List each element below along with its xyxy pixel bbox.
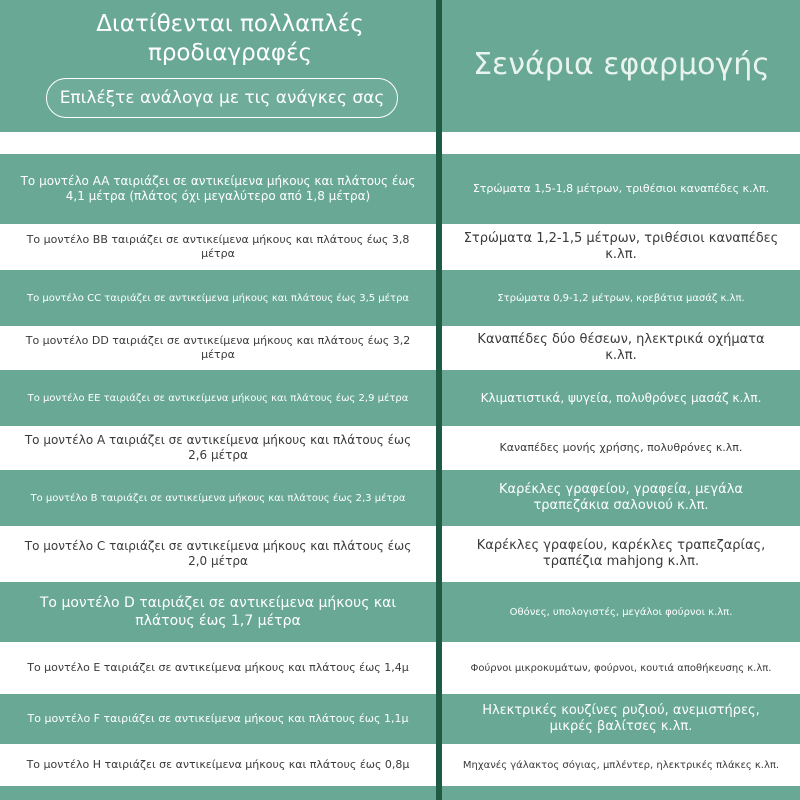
choose-by-needs-badge: Επιλέξτε ανάλογα με τις ανάγκες σας <box>46 78 398 118</box>
table-row <box>0 326 800 370</box>
table-row <box>0 270 800 326</box>
scenario-cell: Καρέκλες γραφείου, γραφεία, μεγάλα τραπεζάκια σαλονιού κ.λπ. <box>499 482 743 513</box>
scenario-cell: Κλιματιστικά, ψυγεία, πολυθρόνες μασάζ κ.λπ. <box>480 390 762 405</box>
table-row <box>0 470 800 526</box>
table-row <box>0 744 800 786</box>
model-cell: Το μοντέλο B ταιριάζει σε αντικείμενα μήκους και πλάτους έως 2,3 μέτρα <box>30 492 406 504</box>
model-cell: Το μοντέλο BB ταιριάζει σε αντικείμενα μήκους και πλάτους έως 3,8 μέτρα <box>26 233 410 260</box>
model-cell: Το μοντέλο A ταιριάζει σε αντικείμενα μήκους και πλάτους έως 2,6 μέτρα <box>24 433 412 462</box>
scenario-cell: Στρώματα 0,9-1,2 μέτρων, κρεβάτια μασάζ κ.λπ. <box>497 292 745 304</box>
scenario-cell: Φούρνοι μικροκυμάτων, φούρνοι, κουτιά αποθήκευσης κ.λπ. <box>470 662 772 674</box>
table-row <box>0 426 800 470</box>
table-row <box>0 224 800 270</box>
model-cell: Το μοντέλο EE ταιριάζει σε αντικείμενα μήκους και πλάτους έως 2,9 μέτρα <box>27 392 409 404</box>
scenario-cell: Καναπέδες δύο θέσεων, ηλεκτρικά οχήματα κ.λπ. <box>477 332 765 363</box>
scenario-cell: Καναπέδες μονής χρήσης, πολυθρόνες κ.λπ. <box>499 441 743 454</box>
page-title: Διατίθενται πολλαπλές προδιαγραφές <box>96 11 364 66</box>
model-cell: Το μοντέλο F ταιριάζει σε αντικείμενα μήκους και πλάτους έως 1,1μ <box>27 712 409 725</box>
model-cell: Το μοντέλο AA ταιριάζει σε αντικείμενα μήκους και πλάτους έως 4,1 μέτρα (πλάτος όχι μεγαλύτερο από 1,8 μέτρα) <box>20 174 416 203</box>
table-row <box>0 154 800 224</box>
scenario-cell: Οθόνες, υπολογιστές, μεγάλοι φούρνοι κ.λπ. <box>509 606 733 618</box>
column-divider <box>436 0 442 800</box>
model-cell: Το μοντέλο E ταιριάζει σε αντικείμενα μήκους και πλάτους έως 1,4μ <box>27 661 409 674</box>
model-cell: Το μοντέλο C ταιριάζει σε αντικείμενα μήκους και πλάτους έως 2,0 μέτρα <box>24 539 412 568</box>
scenario-cell: Ηλεκτρικές κουζίνες ρυζιού, ανεμιστήρες, μικρές βαλίτσες κ.λπ. <box>482 703 760 734</box>
scenario-cell: Καρέκλες γραφείου, καρέκλες τραπεζαρίας, τραπέζια mahjong κ.λπ. <box>476 538 766 569</box>
model-cell: Το μοντέλο D ταιριάζει σε αντικείμενα μήκους και πλάτους έως 1,7 μέτρα <box>39 595 397 629</box>
model-cell: Το μοντέλο H ταιριάζει σε αντικείμενα μήκους και πλάτους έως 0,8μ <box>26 758 410 771</box>
model-cell: Το μοντέλο CC ταιριάζει σε αντικείμενα μήκους και πλάτους έως 3,5 μέτρα <box>26 292 410 304</box>
table-row <box>0 370 800 426</box>
table-row <box>0 582 800 642</box>
scenarios-title: Σενάρια εφαρμογής <box>473 47 770 82</box>
table-row <box>0 694 800 744</box>
scenario-cell: Στρώματα 1,2-1,5 μέτρων, τριθέσιοι καναπέδες κ.λπ. <box>463 231 779 262</box>
table-row <box>0 642 800 694</box>
scenario-cell: Στρώματα 1,5-1,8 μέτρων, τριθέσιοι καναπέδες κ.λπ. <box>472 182 770 195</box>
bottom-band <box>0 786 800 800</box>
model-cell: Το μοντέλο DD ταιριάζει σε αντικείμενα μήκους και πλάτους έως 3,2 μέτρα <box>25 334 411 361</box>
scenario-cell: Μηχανές γάλακτος σόγιας, μπλέντερ, ηλεκτρικές πλάκες κ.λπ. <box>462 759 780 771</box>
table-row <box>0 526 800 582</box>
